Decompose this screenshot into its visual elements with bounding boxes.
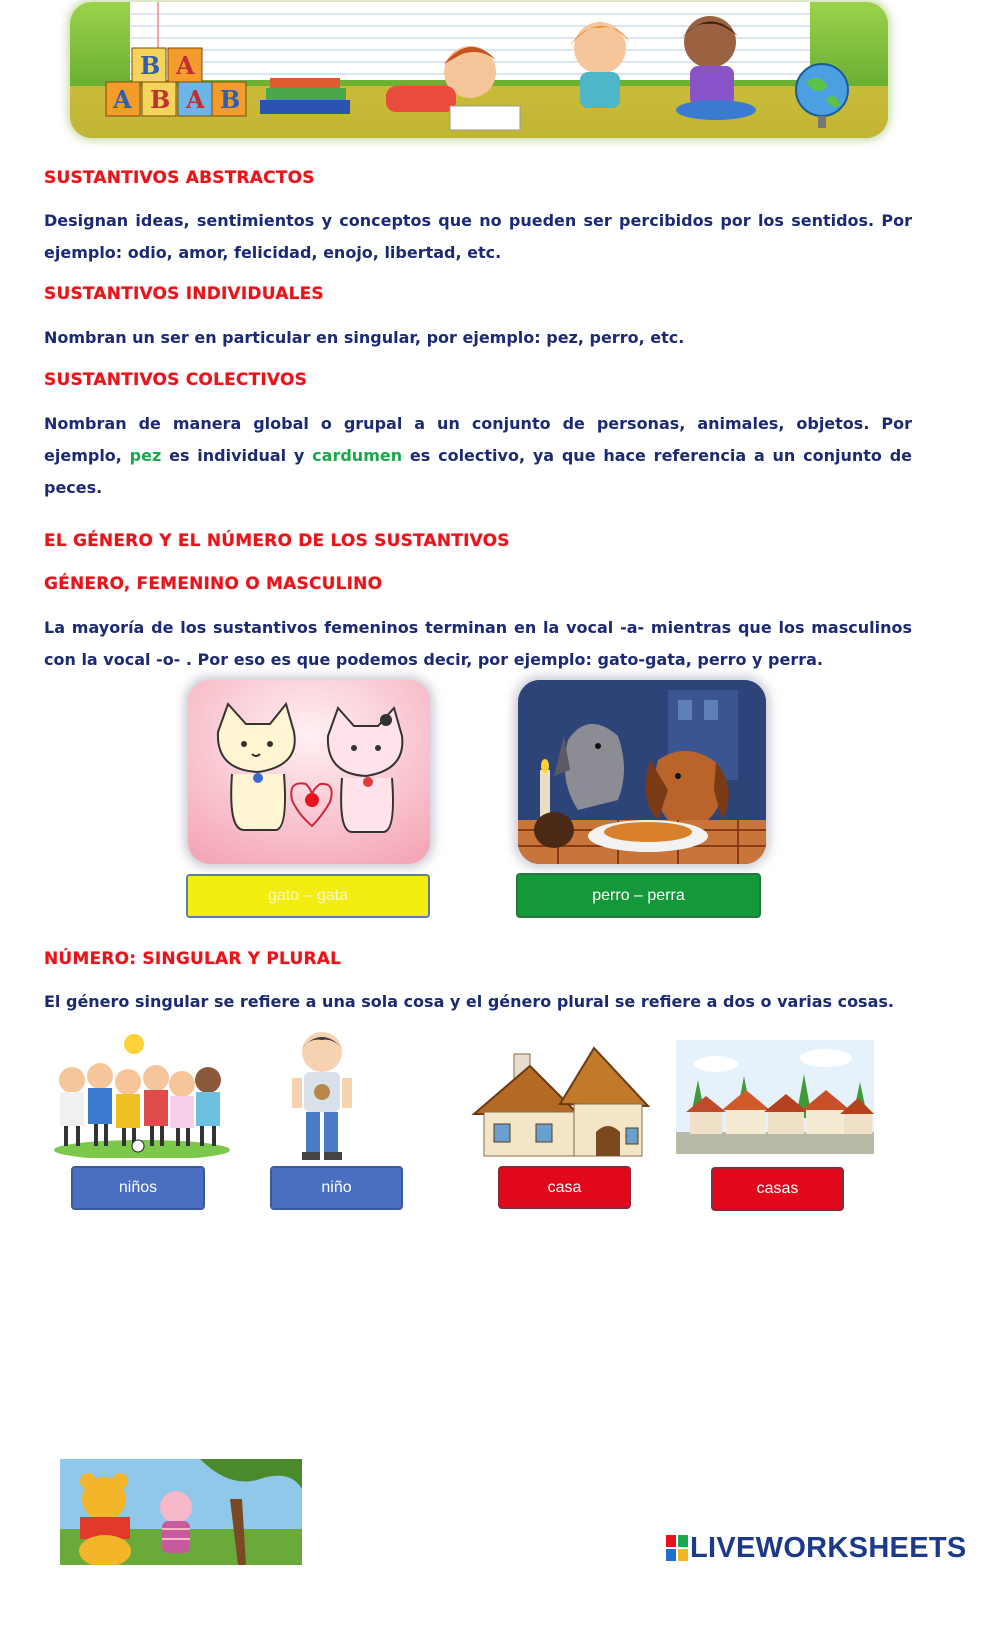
svg-text:A: A [176,51,195,80]
paragraph-individuales: Nombran un ser en particular en singular, por ejemplo: pez, perro, etc. [44,328,685,347]
cats-image [188,680,430,864]
liveworksheets-logo [666,1531,967,1565]
pooh-piglet-image [60,1459,302,1565]
house-image [470,1044,654,1160]
svg-text:A: A [113,85,132,114]
heading-genero: GÉNERO, FEMENINO O MASCULINO [44,574,383,594]
dogs-image [518,680,766,864]
colectivos-text-a: Nombran de manera global o grupal a un conjunto de personas, animales, objetos. Por ejemplo, [44,414,912,465]
liveworksheets-grid-icon [666,1535,688,1561]
colectivos-text-b: es individual y [161,446,313,465]
label-casas[interactable]: casas [711,1167,844,1211]
svg-text:B: B [140,51,161,80]
liveworksheets-wordmark: LIVEWORKSHEETS [690,1531,967,1564]
paragraph-abstractos: Designan ideas, sentimientos y conceptos que no pueden ser percibidos por los sentidos. Por ejemplo: odio, amor, felicidad, enojo, libertad, etc. [44,211,912,262]
svg-text:B: B [220,85,241,114]
paragraph-colectivos [44,408,912,504]
heading-genero-numero: EL GÉNERO Y EL NÚMERO DE LOS SUSTANTIVOS [44,531,510,551]
heading-colectivos: SUSTANTIVOS COLECTIVOS [44,370,308,390]
label-gato-gata[interactable]: gato – gata [186,874,430,918]
label-perro-perra[interactable]: perro – perra [516,873,761,918]
label-nino[interactable]: niño [270,1166,403,1210]
highlight-cardumen: cardumen [312,446,403,465]
header-banner [70,2,888,138]
label-ninos[interactable]: niños [71,1166,205,1210]
boy-image [282,1030,362,1164]
kids-reading-illustration [70,2,888,138]
svg-text:A: A [186,85,205,114]
paragraph-genero: La mayoría de los sustantivos femeninos terminan en la vocal -a- mientras que los masculinos con la vocal -o- . Por eso es que podemos decir, por ejemplo: gato-gata, perro y perra. [44,618,912,669]
kids-group-image [52,1030,232,1158]
houses-image [676,1040,874,1154]
heading-abstractos: SUSTANTIVOS ABSTRACTOS [44,168,315,188]
paragraph-numero: El género singular se refiere a una sola cosa y el género plural se refiere a dos o varias cosas. [44,992,894,1011]
svg-text:B: B [150,85,171,114]
highlight-pez: pez [129,446,162,465]
label-casa[interactable]: casa [498,1166,631,1209]
heading-individuales: SUSTANTIVOS INDIVIDUALES [44,284,324,304]
heading-numero: NÚMERO: SINGULAR Y PLURAL [44,949,342,969]
colectivos-text-c: es colectivo, ya que hace referencia a un conjunto de peces. [44,446,913,497]
